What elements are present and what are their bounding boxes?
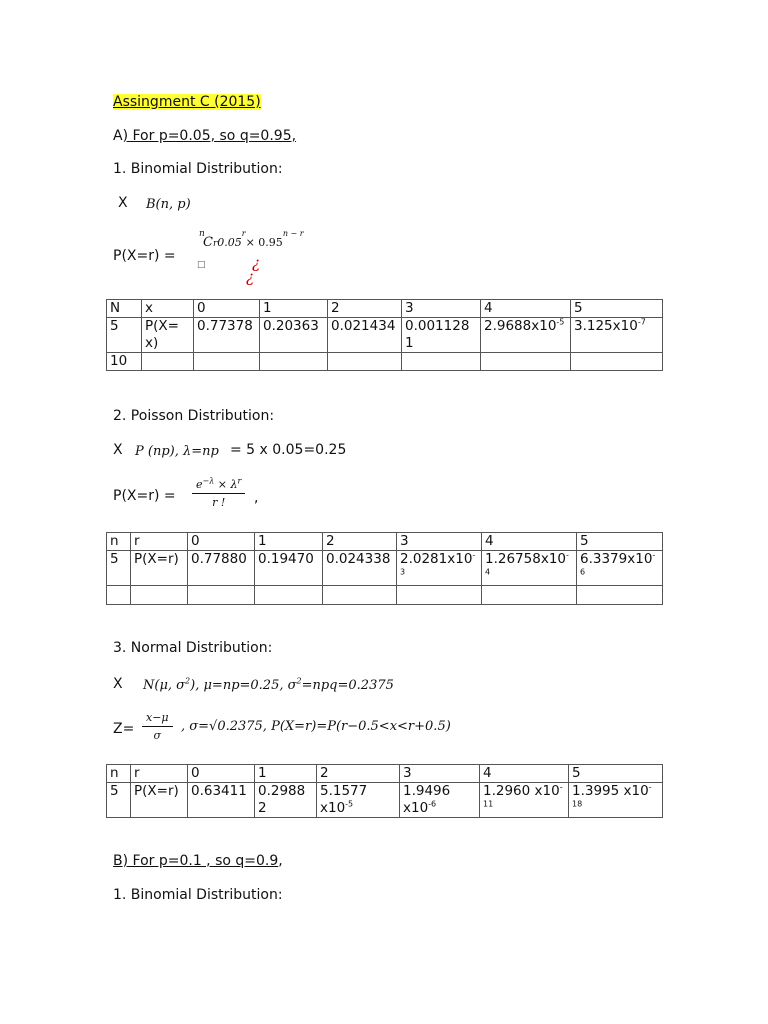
normal-heading: 3. Normal Distribution: <box>113 640 273 656</box>
cell-mantissa: 1.2960 x10 <box>483 783 560 799</box>
normal-sq-1: 2 <box>185 676 191 686</box>
table-cell: 4 <box>481 300 571 318</box>
table-cell: 5 <box>107 318 142 353</box>
table-cell: 0 <box>188 765 255 783</box>
box-glyph: □ <box>197 260 206 270</box>
table-cell: 1 <box>255 533 323 551</box>
poisson-pmf-label: P(X=r) = <box>113 488 176 504</box>
section-b-heading <box>113 853 283 869</box>
binomial-pmf-times: × 0.95 <box>245 236 283 249</box>
table-cell <box>323 586 397 605</box>
binomial-x-label: X <box>118 195 128 211</box>
cell-exponent: -5 <box>556 317 565 327</box>
cell-mantissa: 1.26758x10 <box>485 551 566 567</box>
table-cell <box>569 783 663 818</box>
table-cell: 2 <box>317 765 400 783</box>
table-cell <box>482 551 577 586</box>
poisson-num-e: e <box>196 478 203 491</box>
cell-mantissa: 6.3379x10 <box>580 551 653 567</box>
table-cell: r <box>131 765 188 783</box>
table-cell <box>328 353 402 371</box>
normal-dist-c: =npq=0.2375 <box>301 678 394 693</box>
table-cell <box>571 318 663 353</box>
table-cell <box>577 551 663 586</box>
table-cell <box>260 353 328 371</box>
table-row <box>107 586 663 605</box>
table-cell: 2 <box>328 300 402 318</box>
table-cell <box>397 551 482 586</box>
table-cell: 3 <box>397 533 482 551</box>
section-a-condition: ) For p=0.05, so q=0.95, <box>122 128 297 144</box>
table-cell: P(X=r) <box>131 551 188 586</box>
table-cell <box>402 353 481 371</box>
table-cell: 0 <box>188 533 255 551</box>
poisson-calc: = 5 x 0.05=0.25 <box>230 442 347 458</box>
table-cell <box>480 783 569 818</box>
red-glyph-2: ¿ <box>246 268 255 286</box>
table-cell <box>317 783 400 818</box>
table-cell: P(X=x) <box>142 318 194 353</box>
table-cell: 5 <box>107 783 131 818</box>
table-cell: 0.20363 <box>260 318 328 353</box>
cell-mantissa: 1.9496 x10 <box>403 783 451 816</box>
table-cell <box>131 586 188 605</box>
normal-dist-b: ), μ=np=0.25, σ <box>190 678 297 693</box>
cell-exponent: -5 <box>345 799 354 809</box>
binomial-pmf-exp-nr: n − r <box>282 229 304 239</box>
table-cell: 0.29882 <box>255 783 317 818</box>
table-row <box>107 300 663 318</box>
table-cell <box>577 586 663 605</box>
normal-z-den: σ <box>153 729 162 742</box>
cell-mantissa: 2.9688x10 <box>484 318 557 334</box>
table-cell: 3 <box>402 300 481 318</box>
table-cell: n <box>107 765 131 783</box>
poisson-table <box>106 532 663 605</box>
binomial-pmf-r: r <box>212 239 218 249</box>
poisson-trail: , <box>254 490 259 506</box>
table-cell <box>194 353 260 371</box>
table-cell: 0.63411 <box>188 783 255 818</box>
cell-exponent: -6 <box>428 799 437 809</box>
table-cell <box>482 586 577 605</box>
table-row <box>107 551 663 586</box>
binomial-pmf-c: C <box>203 235 213 250</box>
normal-z-fraction <box>142 711 173 742</box>
table-cell: 5 <box>569 765 663 783</box>
table-row <box>107 353 663 371</box>
poisson-x-label: X <box>113 442 123 458</box>
binomial-heading: 1. Binomial Distribution: <box>113 161 283 177</box>
normal-z-rest: , σ=√0.2375, P(X=r)=P(r−0.5<x<r+0.5) <box>181 719 451 734</box>
binomial-pmf-base: 0.05 <box>217 236 242 249</box>
normal-dist-a: N(μ, σ <box>143 678 186 693</box>
binomial-dist-notation: B(n, p) <box>146 197 191 212</box>
table-cell: P(X=r) <box>131 783 188 818</box>
table-cell <box>107 586 131 605</box>
cell-mantissa: 1.3995 x10 <box>572 783 649 799</box>
table-cell <box>481 318 571 353</box>
table-cell: 5 <box>577 533 663 551</box>
table-cell: N <box>107 300 142 318</box>
poisson-num-mid: × λ <box>214 478 238 491</box>
normal-z-num: x−μ <box>142 711 173 727</box>
table-cell: 0.19470 <box>255 551 323 586</box>
table-cell: 2 <box>323 533 397 551</box>
table-row <box>107 533 663 551</box>
red-glyph-1: ¿ <box>252 254 261 272</box>
normal-sq-2: 2 <box>296 676 302 686</box>
binomial-pmf-formula <box>203 229 304 250</box>
binomial-pmf-n: n <box>199 229 205 239</box>
table-cell: 0.024338 <box>323 551 397 586</box>
normal-z-label: Z= <box>113 721 135 737</box>
table-cell: x <box>142 300 194 318</box>
table-cell: 0.77378 <box>194 318 260 353</box>
section-b-condition: B) For p=0.1 , so q=0.9 <box>113 853 279 869</box>
table-cell: 3 <box>400 765 480 783</box>
table-cell <box>255 586 323 605</box>
table-cell: 4 <box>482 533 577 551</box>
table-cell <box>397 586 482 605</box>
poisson-dist-notation: P (np), λ=np <box>135 444 219 459</box>
table-cell: 5 <box>107 551 131 586</box>
table-cell <box>188 586 255 605</box>
poisson-pmf-fraction <box>192 478 245 509</box>
table-cell: 10 <box>107 353 142 371</box>
section-b-suffix: , <box>278 853 283 869</box>
table-cell: 0.77880 <box>188 551 255 586</box>
cell-exponent: -3 <box>400 550 476 577</box>
poisson-den: r ! <box>212 496 226 509</box>
table-cell: 5 <box>571 300 663 318</box>
document-title: Assingment C (2015) <box>113 94 261 110</box>
binomial-table <box>106 299 663 371</box>
normal-dist-notation <box>143 678 394 693</box>
cell-exponent: -18 <box>572 782 652 809</box>
normal-x-label: X <box>113 676 123 692</box>
table-cell: 0.021434 <box>328 318 402 353</box>
table-cell <box>142 353 194 371</box>
binomial-pmf-exp-r: r <box>241 229 246 239</box>
table-cell: 1 <box>260 300 328 318</box>
table-row <box>107 783 663 818</box>
table-cell: 1 <box>255 765 317 783</box>
table-row <box>107 318 663 353</box>
cell-exponent: -4 <box>485 550 569 577</box>
cell-exponent: -11 <box>483 782 563 809</box>
table-row <box>107 765 663 783</box>
section-b-binomial-heading: 1. Binomial Distribution: <box>113 887 283 903</box>
table-cell <box>400 783 480 818</box>
poisson-heading: 2. Poisson Distribution: <box>113 408 275 424</box>
table-cell <box>481 353 571 371</box>
poisson-num-exp2: r <box>237 476 242 486</box>
poisson-num-exp: −λ <box>202 476 215 486</box>
table-cell: 4 <box>480 765 569 783</box>
table-cell: 0.0011281 <box>402 318 481 353</box>
cell-exponent: -6 <box>580 550 656 577</box>
table-cell: r <box>131 533 188 551</box>
cell-mantissa: 3.125x10 <box>574 318 638 334</box>
table-cell: 0 <box>194 300 260 318</box>
table-cell: n <box>107 533 131 551</box>
table-cell <box>571 353 663 371</box>
cell-mantissa: 5.1577 x10 <box>320 783 368 816</box>
cell-mantissa: 2.0281x10 <box>400 551 473 567</box>
section-a-prefix: A <box>113 128 123 144</box>
cell-exponent: -7 <box>637 317 646 327</box>
section-a-heading <box>113 128 296 144</box>
normal-table <box>106 764 663 818</box>
binomial-pmf-label: P(X=r) = <box>113 248 176 264</box>
